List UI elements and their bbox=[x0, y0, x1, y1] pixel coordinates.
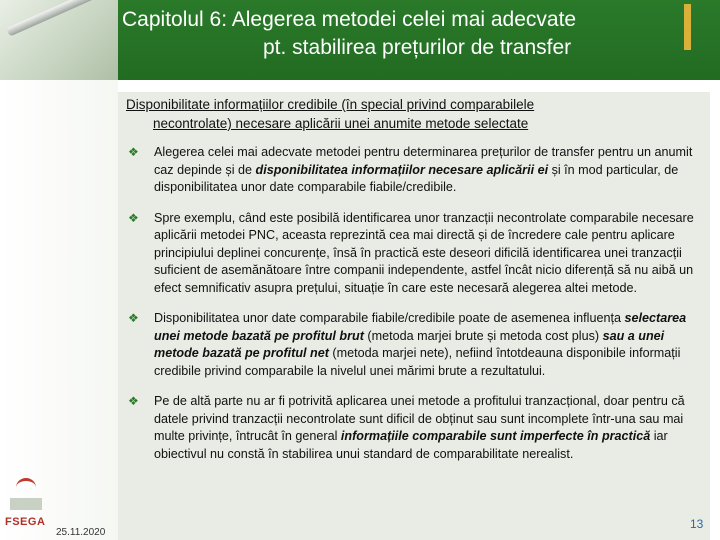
bullet-4-text: Pe de altă parte nu ar fi potrivită aplicarea unei metode a profitului tranzacțional, doar pentru că datele privind tranzacții necontrolate sunt dificil de obținut sau sunt incomplete într-una sau mai multe privințe, întrucât în general bbox=[154, 394, 685, 443]
diamond-bullet-icon: ❖ bbox=[128, 394, 139, 408]
diamond-bullet-icon: ❖ bbox=[128, 145, 139, 159]
bullet-item-3 bbox=[128, 310, 703, 380]
title-accent-bar bbox=[684, 4, 691, 50]
bullet-3-text: Disponibilitatea unor date comparabile fiabile/credibile poate de asemenea influența bbox=[154, 311, 625, 325]
pen-image bbox=[6, 0, 119, 37]
slide-title bbox=[118, 6, 708, 62]
bullet-4-emphasis: informațiile comparabile sunt imperfecte în practică bbox=[340, 429, 651, 443]
diamond-bullet-icon: ❖ bbox=[128, 210, 139, 225]
title-line-2: pt. stabilirea prețurilor de transfer bbox=[263, 36, 572, 59]
page-number: 13 bbox=[690, 517, 704, 531]
bullet-item-4 bbox=[128, 393, 703, 463]
bullet-3-emphasis-2: sau a unei metode bazată pe profitul net bbox=[154, 328, 665, 360]
bullet-3-text-end: (metoda marjei nete), nefiind întotdeauna disponibile informații credibile privind comparabile la nivelul unei mărimi brute a rezultatului. bbox=[154, 346, 681, 378]
header-photo bbox=[0, 0, 118, 80]
slide-date: 25.11.2020 bbox=[56, 527, 106, 538]
title-line-1: Capitolul 6: Alegerea metodei celei mai adecvate bbox=[122, 8, 577, 31]
logo-text: FSEGA bbox=[5, 516, 46, 528]
subtitle-line-1: Disponibilitate informațiilor credibile (în special privind comparabilele bbox=[126, 97, 535, 112]
diamond-bullet-icon: ❖ bbox=[128, 311, 139, 325]
subtitle-line-2: necontrolate) necesare aplicării unei anumite metode selectate bbox=[153, 116, 529, 131]
bullet-1-emphasis: disponibilitatea informațiilor necesare aplicării ei bbox=[255, 162, 549, 177]
bullet-1-text-end: și în mod particular, de disponibilitatea unor date comparabile fiabile/credibile. bbox=[154, 162, 679, 194]
bullet-2-text: Spre exemplu, când este posibilă identificarea unor tranzacții necontrolate comparabile necesare aplicării metodei PNC, aceasta reprezintă cea mai directă și de încredere cale pentru aplicare principiului deplinei concurențe, însă în practică este deseori dificilă identificarea unei tranzacții suficient de asemănătoare între companii independente, astfel încât nicio diferență să nu aibă un efect semnificativ asupra prețului, situație în care este necesară alegerea altei metode. bbox=[154, 210, 694, 295]
bullet-3-text-mid: (metoda marjei brute și metoda cost plus) bbox=[363, 328, 603, 343]
section-subtitle bbox=[126, 95, 701, 133]
bullet-4-text-end: iar obiectivul nu constă în stabilirea unui standard de comparabilitate nerealist. bbox=[154, 429, 668, 461]
bullet-item-2 bbox=[128, 210, 703, 298]
bullet-list bbox=[128, 144, 703, 463]
bullet-item-1 bbox=[128, 144, 703, 197]
slide-header bbox=[0, 0, 720, 80]
logo-arch-icon bbox=[16, 478, 36, 497]
bullet-1-text: Alegerea celei mai adecvate metodei pentru determinarea prețurilor de transfer pentru un anumit caz depinde și de bbox=[154, 145, 693, 177]
left-sidebar bbox=[0, 80, 118, 540]
fsega-logo bbox=[2, 478, 50, 534]
logo-emblem bbox=[10, 498, 42, 510]
bullet-3-emphasis-1: selectarea unei metode bazată pe profitul brut bbox=[154, 311, 687, 343]
